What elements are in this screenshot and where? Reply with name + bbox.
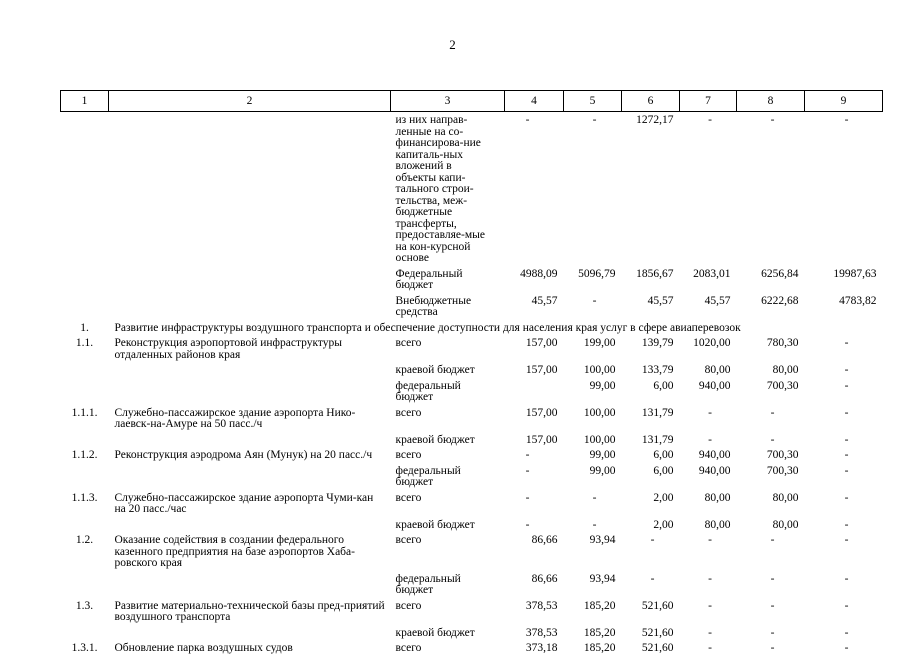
header-cell: 3 [391,91,505,112]
value-cell: 1856,67 [636,267,674,280]
funding-source: Внебюджетные средства [395,294,472,318]
row-index [61,296,109,323]
value-cell: - [844,599,849,612]
value-cell: 80,00 [772,491,799,504]
table-row [61,435,883,451]
value-cell: 199,00 [583,337,616,349]
value-cell: 80,00 [704,491,731,504]
value-cell: - [844,626,849,639]
funding-source: федеральный бюджет [395,379,461,403]
value-cell: - [770,626,775,639]
value-cell: - [708,114,712,126]
row-name [109,296,391,323]
value-cell: - [592,294,597,307]
value-cell: 157,00 [525,337,558,349]
section-title: Развитие инфраструктуры воздушного транспорта и обеспечение доступности для населения края услуг в сфере авиаперевозок [114,321,741,334]
row-name: Обновление парка воздушных судов [114,642,293,654]
funding-source: всего [395,534,422,546]
table-row [61,338,883,365]
value-cell [505,381,564,408]
value-cell: 1272,17 [636,114,674,126]
row-name: Служебно-пассажирское здание аэропорта Чуми-кан на 20 пасс./час [114,491,374,515]
value-cell: - [708,572,712,585]
value-cell: 185,20 [583,626,616,639]
table-row [61,381,883,408]
value-cell: - [770,534,775,546]
row-index [61,381,109,408]
value-cell: 700,30 [766,449,799,461]
row-index: 1.1.2. [71,449,98,461]
row-name [109,112,391,269]
row-name [109,269,391,296]
row-index [61,365,109,381]
header-cell: 7 [680,91,737,112]
table-row [61,365,883,381]
value-cell: - [708,433,712,446]
value-cell: 86,66 [531,534,558,546]
value-cell: 940,00 [698,449,731,461]
value-cell: - [844,337,849,349]
value-cell: 93,94 [589,534,616,546]
header-cell: 2 [109,91,391,112]
table-row [61,643,883,659]
budget-table [60,90,883,659]
value-cell: - [708,599,712,612]
value-cell: 100,00 [583,406,616,419]
funding-source: из них направ-ленные на со-финансирова-ние капиталь-ных вложений в объекты капи-тального строи-тельства, меж-бюджетные трансферты, предоставляе-мые на кон-курсной основе [395,114,485,264]
value-cell: - [708,642,712,654]
funding-source: всего [395,642,422,654]
value-cell: 80,00 [704,518,731,531]
funding-source: всего [395,599,422,612]
value-cell: 45,57 [704,294,731,307]
value-cell: 5096,79 [578,267,616,280]
row-index [61,112,109,269]
value-cell: - [844,449,849,461]
value-cell: - [592,518,597,531]
value-cell: - [525,518,530,531]
row-name: Реконструкция аэродрома Аян (Мунук) на 20 пасс./ч [114,449,373,461]
table-row [61,466,883,493]
funding-source: всего [395,491,422,504]
header-cell: 5 [564,91,622,112]
value-cell: 80,00 [704,364,731,376]
value-cell: 19987,63 [833,267,877,280]
row-index [61,269,109,296]
row-index [61,466,109,493]
value-cell: - [770,406,775,419]
value-cell: 45,57 [531,294,558,307]
header-cell: 8 [737,91,805,112]
value-cell: 6,00 [653,379,674,392]
value-cell: 86,66 [531,572,558,585]
row-name [109,574,391,601]
row-name [109,381,391,408]
value-cell: - [708,406,712,419]
funding-source: всего [395,406,422,419]
row-name [109,466,391,493]
value-cell: - [592,114,597,126]
value-cell: - [844,379,849,392]
value-cell: 700,30 [766,464,799,477]
value-cell: - [844,491,849,504]
row-index: 1.1. [75,337,94,349]
row-name: Служебно-пассажирское здание аэропорта Нико-лаевск-на-Амуре на 50 пасс./ч [114,406,356,430]
row-index: 1.1.1. [71,406,98,419]
value-cell: - [592,491,597,504]
row-index: 1.3. [75,599,94,612]
value-cell: 100,00 [583,433,616,446]
value-cell: 45,57 [647,294,674,307]
funding-source: краевой бюджет [395,518,475,531]
value-cell: 940,00 [698,464,731,477]
header-cell: 6 [622,91,680,112]
value-cell: 157,00 [525,406,558,419]
value-cell: 157,00 [525,433,558,446]
value-cell: 99,00 [589,449,616,461]
value-cell: - [844,642,849,654]
table-row [61,112,883,269]
row-name [109,435,391,451]
value-cell: - [770,572,775,585]
section-index: 1. [80,321,89,334]
row-name: Реконструкция аэропортовой инфраструктуры отдаленных районов края [114,337,343,361]
value-cell: 521,60 [641,599,674,612]
value-cell: 780,30 [766,337,799,349]
value-cell: 4783,82 [839,294,877,307]
table-row [61,574,883,601]
value-cell: - [650,572,655,585]
value-cell: - [770,114,775,126]
value-cell: - [650,534,655,546]
value-cell: 185,20 [583,642,616,654]
value-cell: 940,00 [698,379,731,392]
value-cell: - [844,572,849,585]
table-row [61,408,883,435]
row-name: Развитие материально-технической базы пред-приятий воздушного транспорта [114,599,385,623]
value-cell: - [525,449,530,461]
row-index: 1.3.1. [71,642,98,654]
row-name [109,628,391,644]
value-cell: 99,00 [589,379,616,392]
row-index: 1.1.3. [71,491,98,504]
value-cell: 131,79 [641,406,674,419]
funding-source: Федеральный бюджет [395,267,463,291]
value-cell: 6,00 [653,464,674,477]
value-cell: 6222,68 [761,294,799,307]
table-row [61,493,883,520]
value-cell: - [525,114,530,126]
value-cell: 378,53 [525,599,558,612]
value-cell: 4988,09 [520,267,558,280]
row-index: 1.2. [75,534,94,546]
value-cell: 99,00 [589,464,616,477]
header-cell: 9 [805,91,883,112]
value-cell: 700,30 [766,379,799,392]
header-cell: 4 [505,91,564,112]
value-cell: - [770,642,775,654]
section-row [61,323,883,339]
value-cell: 157,00 [525,364,558,376]
value-cell: 6256,84 [761,267,799,280]
table-row [61,269,883,296]
value-cell: - [770,433,775,446]
page-number: 2 [449,37,456,52]
value-cell: - [525,464,530,477]
value-cell: - [525,491,530,504]
funding-source: краевой бюджет [395,364,475,376]
value-cell: 521,60 [641,626,674,639]
row-name [109,520,391,536]
funding-source: федеральный бюджет [395,572,461,596]
table-row [61,535,883,574]
header-cell: 1 [61,91,109,112]
value-cell: 80,00 [772,518,799,531]
value-cell: 139,79 [641,337,674,349]
table-row [61,520,883,536]
value-cell: - [844,518,849,531]
value-cell: 185,20 [583,599,616,612]
value-cell: - [844,406,849,419]
row-index [61,435,109,451]
value-cell: 521,60 [641,642,674,654]
value-cell: 2,00 [653,491,674,504]
row-index [61,574,109,601]
value-cell: 373,18 [525,642,558,654]
row-index [61,520,109,536]
value-cell: - [708,534,712,546]
funding-source: всего [395,449,422,461]
value-cell: - [770,599,775,612]
value-cell: - [844,114,849,126]
value-cell: 2,00 [653,518,674,531]
value-cell: 1020,00 [693,337,731,349]
value-cell: - [844,464,849,477]
value-cell: 2083,01 [693,267,731,280]
value-cell: 6,00 [653,449,674,461]
value-cell: 93,94 [589,572,616,585]
value-cell: 378,53 [525,626,558,639]
row-name: Оказание содействия в создании федерального казенного предприятия на базе аэропортов Хаба-ровского края [114,534,355,569]
value-cell: - [844,433,849,446]
value-cell: - [844,364,849,376]
table-row [61,296,883,323]
row-index [61,628,109,644]
value-cell: 80,00 [772,364,799,376]
value-cell: 100,00 [583,364,616,376]
funding-source: федеральный бюджет [395,464,461,488]
funding-source: краевой бюджет [395,433,475,446]
value-cell: - [708,626,712,639]
table-row [61,601,883,628]
value-cell: 131,79 [641,433,674,446]
value-cell: - [844,534,849,546]
column-number-header [61,91,883,112]
row-name [109,365,391,381]
table-row [61,628,883,644]
value-cell: 133,79 [641,364,674,376]
funding-source: краевой бюджет [395,626,475,639]
table-row [61,450,883,466]
funding-source: всего [395,337,422,349]
